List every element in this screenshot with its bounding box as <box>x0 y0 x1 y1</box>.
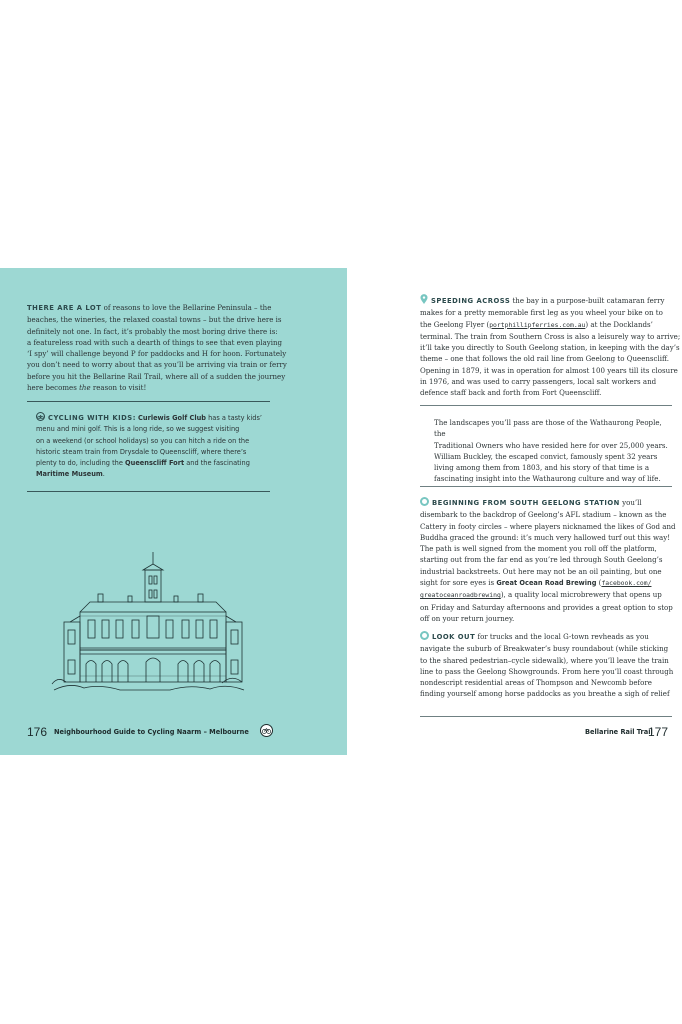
place-maritime-museum: Maritime Museum <box>36 470 103 479</box>
route-marker-icon <box>420 631 429 640</box>
speeding-line: the Geelong Flyer ( <box>420 319 490 329</box>
beginning-line: industrial backstreets. Out here may not be an oil painting, but one <box>420 566 662 576</box>
brewing-url-part1[interactable]: facebook.com/ <box>601 579 652 588</box>
speeding-line: the bay in a purpose-built catamaran ferry <box>510 296 665 305</box>
intro-line: definitely not one. In fact, it’s probably the most boring drive there is: <box>27 326 278 336</box>
ferries-url[interactable]: portphillipferries.com.au <box>489 320 586 329</box>
route-marker-icon <box>420 497 429 506</box>
building-illustration <box>50 550 246 700</box>
lookout-lead: LOOK OUT <box>432 633 476 641</box>
speeding-line: terminal. The train from Southern Cross is also a leisurely way to arrive; <box>420 331 681 341</box>
ack-line: living among them from 1803, and his story of that time is a <box>434 463 650 473</box>
quote-rule-bottom <box>420 486 672 487</box>
lookout-line: navigate the suburb of Breakwater’s busy roundabout (while sticking <box>420 644 669 654</box>
left-page <box>0 268 347 755</box>
right-page-number: 177 <box>648 725 669 739</box>
kids-lead: CYCLING WITH KIDS: <box>48 414 136 422</box>
right-page <box>347 268 682 755</box>
place-queenscliff-fort: Queenscliff Fort <box>125 459 185 468</box>
lookout-line: for trucks and the local G-town revheads as you <box>475 632 649 641</box>
speeding-line: theme – one that follows the old rail line from Geelong to Queenscliff. <box>420 354 669 364</box>
book-title-footer: Neighbourhood Guide to Cycling Naarm – Melbourne <box>54 728 249 736</box>
kids-line: and the fascinating <box>184 459 250 468</box>
cycling-with-kids-box <box>36 412 268 481</box>
intro-paragraph <box>27 302 323 393</box>
beginning-line: on Friday and Saturday afternoons and provides a great option to stop <box>420 602 673 612</box>
speeding-line: defence staff back and forth from Fort Queenscliff. <box>420 388 602 398</box>
kids-line: plenty to do, including the <box>36 459 126 468</box>
ack-line: fascinating insight into the Wathaurong culture and way of life. <box>434 474 661 484</box>
speeding-line: it’ll take you directly to South Geelong station, in keeping with the day’s <box>420 343 680 353</box>
lookout-line: to the shared pedestrian–cycle sidewalk), where you’ll leave the train <box>420 655 669 665</box>
beginning-line: The path is well signed from the moment you roll off the platform, <box>420 544 657 554</box>
beginning-line: off on your return journey. <box>420 613 515 623</box>
lookout-line: nondescript residential areas of Thompson and Newcomb before <box>420 678 652 688</box>
intro-line: before you hit the Bellarine Rail Trail, where all of a sudden the journey <box>27 371 286 381</box>
ack-line: The landscapes you’ll pass are those of the Wathaurong People, the <box>434 418 662 439</box>
intro-line: ‘I spy’ will challenge beyond P for paddocks and H for hoon. Fortunately <box>27 349 287 359</box>
speeding-lead: SPEEDING ACROSS <box>431 297 511 305</box>
speeding-line: makes for a pretty memorable first leg as you wheel your bike on to <box>420 308 663 318</box>
beginning-line: ), a quality local microbrewery that opens up <box>500 590 662 600</box>
place-great-ocean-road-brewing: Great Ocean Road Brewing <box>496 579 597 588</box>
box-rule-bottom <box>27 491 270 492</box>
acknowledgement-box <box>434 417 674 485</box>
ack-line: William Buckley, the escaped convict, famously spent 32 years <box>434 451 658 461</box>
ack-line: Traditional Owners who have resided here for over 25,000 years. <box>434 440 668 450</box>
intro-line: a featureless road with such a dearth of things to see that even playing <box>27 337 282 347</box>
kids-line: . <box>102 470 105 479</box>
left-page-number: 176 <box>27 725 48 739</box>
map-pin-icon <box>420 294 428 304</box>
intro-line: you don’t need to worry about that as you’ll be arriving via train or ferry <box>27 360 287 370</box>
beginning-line: disembark to the backdrop of Geelong’s AFL stadium – known as the <box>420 510 667 520</box>
kids-line: has a tasty kids’ <box>206 414 263 422</box>
speeding-line: in 1976, and was used to carry passengers, local salt workers and <box>420 377 657 387</box>
kids-line: historic steam train from Drysdale to Queenscliff, where there’s <box>36 447 247 456</box>
intro-line: reason to visit! <box>90 383 147 393</box>
beginning-paragraph <box>420 497 682 624</box>
lookout-line: finding yourself among horse paddocks as you breathe a sigh of relief <box>420 689 670 699</box>
look-out-paragraph <box>420 631 682 700</box>
beginning-line: Buddha graced the ground: it’s much very hallowed turf out this way! <box>420 532 671 542</box>
intro-emphasis: the <box>79 383 91 393</box>
kids-line: menu and mini golf. This is a long ride, so we suggest visiting <box>36 425 240 434</box>
box-rule-top <box>27 401 270 402</box>
kids-line: on a weekend (or school holidays) so you can hitch a ride on the <box>36 436 250 445</box>
footer-rule <box>420 716 672 717</box>
lookout-line: line to pass the Geelong Showgrounds. From here you’ll coast through <box>420 666 674 676</box>
beginning-line: starting out from the far end as you’re led through South Geelong’s <box>420 555 663 565</box>
chapter-title-footer: Bellarine Rail Trail <box>585 728 653 736</box>
place-curlewis: Curlewis Golf Club <box>138 414 207 422</box>
speeding-line: Opening in 1879, it was in operation for almost 100 years till its closure <box>420 365 678 375</box>
speeding-line: ) at the Docklands’ <box>585 319 653 329</box>
beginning-lead: BEGINNING FROM SOUTH GEELONG STATION <box>432 499 620 507</box>
right-footer <box>585 724 669 740</box>
beginning-line: you’ll <box>619 498 642 507</box>
intro-line: here becomes <box>27 383 80 393</box>
left-footer <box>27 724 273 740</box>
beginning-line: sight for sore eyes is <box>420 578 497 588</box>
bicycle-badge-icon <box>260 724 273 737</box>
brewing-url-part2[interactable]: greatoceanroadbrewing <box>420 591 501 600</box>
intro-line: of reasons to love the Bellarine Peninsula – the <box>101 303 272 312</box>
speeding-across-paragraph <box>420 294 682 399</box>
intro-lead: THERE ARE A LOT <box>27 304 102 312</box>
beginning-line: ( <box>596 578 602 588</box>
beginning-line: Cattery in footy circles – where players nicknamed the likes of God and <box>420 521 676 531</box>
quote-rule-top <box>420 405 672 406</box>
bicycle-icon <box>36 412 45 421</box>
intro-line: beaches, the wineries, the relaxed coastal towns – but the drive here is <box>27 315 282 325</box>
